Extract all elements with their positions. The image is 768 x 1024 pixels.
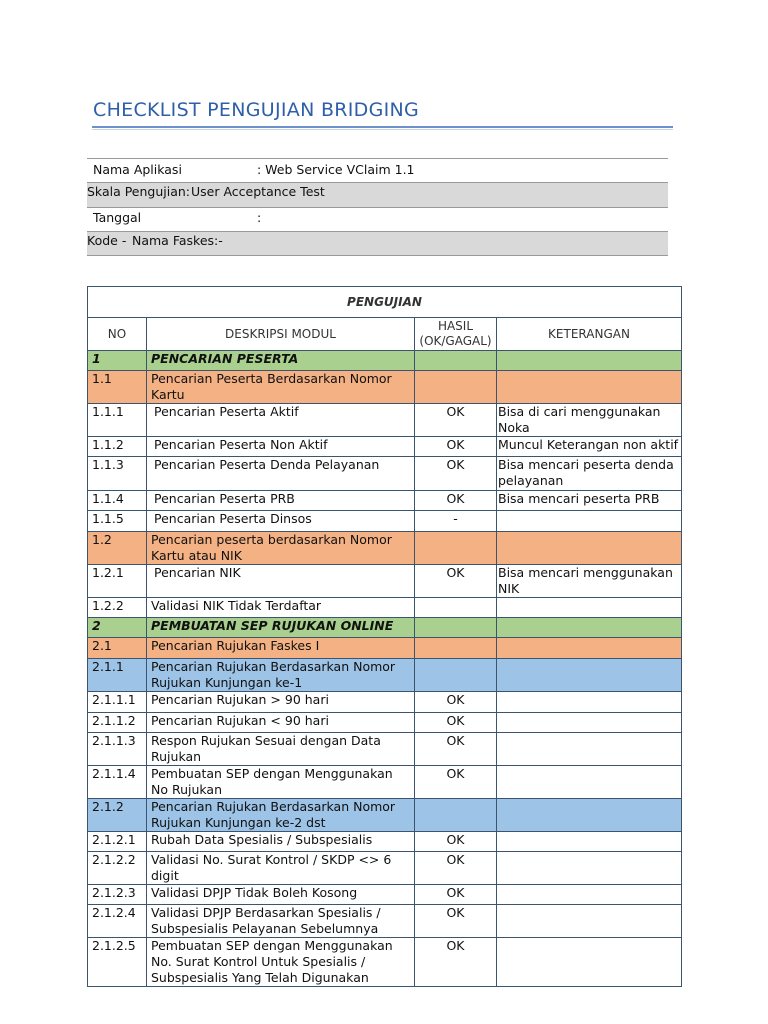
cell-description: Pencarian Rujukan Faskes I [147,638,415,659]
table-title: PENGUJIAN [88,287,682,318]
cell-description: Pencarian Rujukan Berdasarkan Nomor Rujukan Kunjungan ke-2 dst [147,799,415,832]
cell-description: Respon Rujukan Sesuai dengan Data Rujukan [147,733,415,766]
table-row [88,766,682,799]
table-row [88,852,682,885]
cell-description: PENCARIAN PESERTA [147,351,415,371]
table-row [88,692,682,713]
cell-description: Pembuatan SEP dengan Menggunakan No. Surat Kontrol Untuk Spesialis / Subspesialis Yang Telah Digunakan [147,938,415,987]
info-row-faskes [87,232,668,256]
cell-note: Bisa mencari peserta denda pelayanan [497,457,682,491]
cell-note [497,733,682,766]
cell-description: Rubah Data Spesialis / Subspesialis [147,832,415,852]
cell-description: Pencarian Peserta PRB [147,491,415,511]
cell-description: Pencarian NIK [147,565,415,598]
table-row [88,437,682,457]
cell-note [497,351,682,371]
title-underline [92,126,673,128]
cell-result: OK [415,457,497,491]
kode-label: Kode - [87,233,127,248]
cell-note [497,713,682,733]
cell-result: OK [415,832,497,852]
cell-result: OK [415,404,497,437]
cell-no: 1.1 [88,371,147,404]
table-row [88,733,682,766]
cell-no: 1.1.5 [88,511,147,532]
cell-result [415,532,497,565]
cell-note [497,766,682,799]
cell-note: Bisa di cari menggunakan Noka [497,404,682,437]
cell-no: 1.1.4 [88,491,147,511]
table-row [88,905,682,938]
cell-result [415,351,497,371]
skala-value: User Acceptance Test [191,184,325,199]
cell-result [415,618,497,638]
cell-note [497,832,682,852]
nama-faskes-label: Nama Faskes:- [132,233,223,248]
cell-result: OK [415,905,497,938]
cell-no: 1.1.3 [88,457,147,491]
cell-note: Bisa mencari peserta PRB [497,491,682,511]
cell-note [497,905,682,938]
col-header-keterangan: KETERANGAN [497,318,682,351]
cell-result: OK [415,565,497,598]
col-header-no: NO [88,318,147,351]
table-row [88,832,682,852]
info-block [87,158,668,256]
cell-result [415,598,497,618]
cell-description: Validasi NIK Tidak Terdaftar [147,598,415,618]
cell-note [497,852,682,885]
table-title-row [88,287,682,318]
cell-no: 2.1.1 [88,659,147,692]
page-title: CHECKLIST PENGUJIAN BRIDGING [93,99,420,121]
checklist-table-wrap [87,286,682,987]
cell-result [415,799,497,832]
cell-no: 1.1.2 [88,437,147,457]
section-row [88,351,682,371]
cell-description: Pencarian Rujukan < 90 hari [147,713,415,733]
cell-result: OK [415,938,497,987]
cell-description: Validasi DPJP Berdasarkan Spesialis / Subspesialis Pelayanan Sebelumnya [147,905,415,938]
cell-note: Bisa mencari menggunakan NIK [497,565,682,598]
info-row-skala [87,183,668,208]
cell-note [497,799,682,832]
cell-result [415,371,497,404]
table-header-row [88,318,682,351]
section-row [88,618,682,638]
cell-no: 2.1.2.1 [88,832,147,852]
cell-description: Pencarian Peserta Dinsos [147,511,415,532]
table-row [88,404,682,437]
cell-description: Validasi DPJP Tidak Boleh Kosong [147,885,415,905]
table-row [88,457,682,491]
cell-result: OK [415,713,497,733]
cell-note [497,638,682,659]
cell-no: 2.1.2.5 [88,938,147,987]
cell-no: 2 [88,618,147,638]
checklist-table [87,286,682,987]
cell-result: OK [415,852,497,885]
cell-description: Pembuatan SEP dengan Menggunakan No Rujukan [147,766,415,799]
title-underline-shadow [92,129,673,130]
cell-description: Pencarian Rujukan > 90 hari [147,692,415,713]
section-row [88,638,682,659]
cell-note [497,511,682,532]
section-row [88,799,682,832]
cell-no: 1.2 [88,532,147,565]
cell-no: 1.1.1 [88,404,147,437]
cell-no: 1.2.1 [88,565,147,598]
tanggal-label: Tanggal [93,210,142,225]
cell-no: 2.1.1.3 [88,733,147,766]
cell-result: OK [415,733,497,766]
col-header-hasil: HASIL (OK/GAGAL) [415,318,497,351]
cell-result: OK [415,766,497,799]
table-row [88,511,682,532]
cell-description: Pencarian Peserta Denda Pelayanan [147,457,415,491]
cell-result: OK [415,437,497,457]
cell-no: 2.1.2.3 [88,885,147,905]
table-row [88,885,682,905]
cell-note [497,371,682,404]
cell-no: 2.1.2 [88,799,147,832]
cell-no: 2.1.2.2 [88,852,147,885]
cell-result: OK [415,491,497,511]
info-row-nama-aplikasi [87,158,668,183]
cell-note [497,938,682,987]
cell-description: Pencarian Rujukan Berdasarkan Nomor Rujukan Kunjungan ke-1 [147,659,415,692]
skala-label: Skala Pengujian: [87,184,191,199]
cell-no: 2.1.1.4 [88,766,147,799]
cell-description: Pencarian peserta berdasarkan Nomor Kartu atau NIK [147,532,415,565]
cell-note [497,598,682,618]
section-row [88,371,682,404]
cell-note [497,692,682,713]
cell-result [415,659,497,692]
cell-note: Muncul Keterangan non aktif [497,437,682,457]
cell-no: 1.2.2 [88,598,147,618]
cell-description: Pencarian Peserta Non Aktif [147,437,415,457]
cell-no: 2.1.2.4 [88,905,147,938]
table-row [88,598,682,618]
cell-note [497,885,682,905]
cell-no: 2.1 [88,638,147,659]
cell-no: 1 [88,351,147,371]
cell-result: OK [415,692,497,713]
nama-aplikasi-label: Nama Aplikasi [93,162,182,177]
table-row [88,491,682,511]
cell-result: OK [415,885,497,905]
cell-description: PEMBUATAN SEP RUJUKAN ONLINE [147,618,415,638]
cell-note [497,618,682,638]
col-header-deskripsi: DESKRIPSI MODUL [147,318,415,351]
cell-result: - [415,511,497,532]
info-row-tanggal [87,208,668,232]
cell-no: 2.1.1.1 [88,692,147,713]
nama-aplikasi-value: : Web Service VClaim 1.1 [257,162,415,177]
cell-note [497,659,682,692]
table-row [88,938,682,987]
table-row [88,565,682,598]
cell-description: Validasi No. Surat Kontrol / SKDP <> 6 digit [147,852,415,885]
cell-description: Pencarian Peserta Aktif [147,404,415,437]
cell-result [415,638,497,659]
cell-description: Pencarian Peserta Berdasarkan Nomor Kartu [147,371,415,404]
cell-no: 2.1.1.2 [88,713,147,733]
cell-note [497,532,682,565]
section-row [88,659,682,692]
table-row [88,713,682,733]
section-row [88,532,682,565]
tanggal-value: : [257,210,262,225]
